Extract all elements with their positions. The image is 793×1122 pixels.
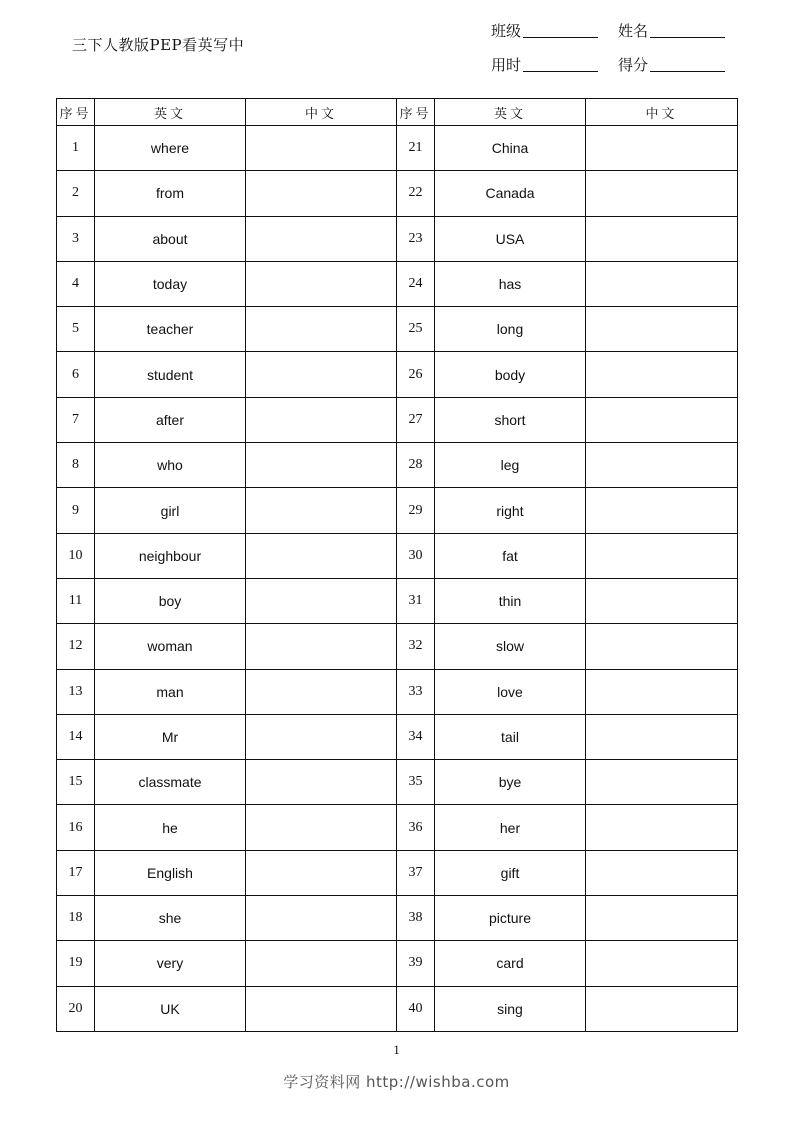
english-word-right: gift <box>435 850 586 895</box>
row-number-right: 35 <box>397 760 435 805</box>
row-number-left: 7 <box>57 397 95 442</box>
table-row <box>57 850 738 895</box>
chinese-answer-cell-right[interactable] <box>586 126 738 171</box>
chinese-answer-cell-left[interactable] <box>246 896 397 941</box>
chinese-answer-cell-right[interactable] <box>586 896 738 941</box>
table-row <box>57 307 738 352</box>
english-word-left: she <box>95 896 246 941</box>
english-word-right: fat <box>435 533 586 578</box>
english-word-right: China <box>435 126 586 171</box>
table-row <box>57 352 738 397</box>
chinese-answer-cell-left[interactable] <box>246 850 397 895</box>
english-word-left: where <box>95 126 246 171</box>
table-row <box>57 760 738 805</box>
table-row <box>57 533 738 578</box>
english-word-left: after <box>95 397 246 442</box>
chinese-answer-cell-left[interactable] <box>246 669 397 714</box>
header-chinese-left: 中文 <box>246 99 397 126</box>
row-number-right: 39 <box>397 941 435 986</box>
chinese-answer-cell-left[interactable] <box>246 216 397 261</box>
chinese-answer-cell-left[interactable] <box>246 352 397 397</box>
chinese-answer-cell-left[interactable] <box>246 397 397 442</box>
row-number-right: 37 <box>397 850 435 895</box>
row-number-right: 29 <box>397 488 435 533</box>
chinese-answer-cell-right[interactable] <box>586 850 738 895</box>
table-row <box>57 714 738 759</box>
chinese-answer-cell-left[interactable] <box>246 443 397 488</box>
table-row <box>57 896 738 941</box>
row-number-left: 1 <box>57 126 95 171</box>
table-row <box>57 488 738 533</box>
page-title: 三下人教版PEP看英写中 <box>72 36 245 54</box>
english-word-left: he <box>95 805 246 850</box>
english-word-left: girl <box>95 488 246 533</box>
time-field[interactable] <box>491 54 598 75</box>
english-word-right: love <box>435 669 586 714</box>
chinese-answer-cell-right[interactable] <box>586 578 738 623</box>
english-word-left: English <box>95 850 246 895</box>
english-word-right: bye <box>435 760 586 805</box>
row-number-left: 8 <box>57 443 95 488</box>
table-row <box>57 805 738 850</box>
class-blank[interactable] <box>523 36 598 38</box>
chinese-answer-cell-right[interactable] <box>586 941 738 986</box>
chinese-answer-cell-left[interactable] <box>246 126 397 171</box>
english-word-right: slow <box>435 624 586 669</box>
row-number-left: 18 <box>57 896 95 941</box>
site-watermark: 学习资料网 http://wishba.com <box>283 1073 510 1091</box>
english-word-right: short <box>435 397 586 442</box>
chinese-answer-cell-left[interactable] <box>246 986 397 1031</box>
chinese-answer-cell-left[interactable] <box>246 714 397 759</box>
row-number-left: 14 <box>57 714 95 759</box>
english-word-left: neighbour <box>95 533 246 578</box>
english-word-left: man <box>95 669 246 714</box>
row-number-right: 26 <box>397 352 435 397</box>
row-number-left: 11 <box>57 578 95 623</box>
table-row <box>57 397 738 442</box>
chinese-answer-cell-right[interactable] <box>586 805 738 850</box>
english-word-right: has <box>435 261 586 306</box>
english-word-right: tail <box>435 714 586 759</box>
chinese-answer-cell-left[interactable] <box>246 171 397 216</box>
english-word-left: about <box>95 216 246 261</box>
english-word-left: boy <box>95 578 246 623</box>
chinese-answer-cell-right[interactable] <box>586 760 738 805</box>
english-word-right: thin <box>435 578 586 623</box>
english-word-right: sing <box>435 986 586 1031</box>
table-row <box>57 216 738 261</box>
row-number-left: 17 <box>57 850 95 895</box>
chinese-answer-cell-left[interactable] <box>246 261 397 306</box>
chinese-answer-cell-right[interactable] <box>586 397 738 442</box>
chinese-answer-cell-right[interactable] <box>586 216 738 261</box>
english-word-right: USA <box>435 216 586 261</box>
english-word-left: woman <box>95 624 246 669</box>
row-number-right: 36 <box>397 805 435 850</box>
row-number-right: 22 <box>397 171 435 216</box>
row-number-right: 31 <box>397 578 435 623</box>
row-number-left: 3 <box>57 216 95 261</box>
english-word-left: teacher <box>95 307 246 352</box>
score-field[interactable] <box>618 54 725 75</box>
class-field[interactable] <box>491 20 598 41</box>
table-row <box>57 261 738 306</box>
table-row <box>57 443 738 488</box>
table-row <box>57 669 738 714</box>
chinese-answer-cell-right[interactable] <box>586 669 738 714</box>
english-word-right: leg <box>435 443 586 488</box>
chinese-answer-cell-right[interactable] <box>586 488 738 533</box>
row-number-right: 32 <box>397 624 435 669</box>
name-label: 姓名 <box>618 22 649 40</box>
row-number-right: 23 <box>397 216 435 261</box>
header-number-left: 序号 <box>57 99 95 126</box>
row-number-right: 40 <box>397 986 435 1031</box>
table-row <box>57 941 738 986</box>
row-number-right: 27 <box>397 397 435 442</box>
english-word-left: UK <box>95 986 246 1031</box>
chinese-answer-cell-right[interactable] <box>586 171 738 216</box>
row-number-left: 4 <box>57 261 95 306</box>
english-word-right: right <box>435 488 586 533</box>
row-number-right: 33 <box>397 669 435 714</box>
row-number-right: 34 <box>397 714 435 759</box>
page-number: 1 <box>393 1042 400 1057</box>
score-label: 得分 <box>618 56 649 74</box>
row-number-left: 2 <box>57 171 95 216</box>
row-number-right: 38 <box>397 896 435 941</box>
score-blank[interactable] <box>650 70 725 72</box>
chinese-answer-cell-left[interactable] <box>246 488 397 533</box>
row-number-left: 16 <box>57 805 95 850</box>
row-number-left: 6 <box>57 352 95 397</box>
chinese-answer-cell-right[interactable] <box>586 986 738 1031</box>
time-blank[interactable] <box>523 70 598 72</box>
english-word-left: today <box>95 261 246 306</box>
row-number-left: 10 <box>57 533 95 578</box>
chinese-answer-cell-left[interactable] <box>246 307 397 352</box>
name-blank[interactable] <box>650 36 725 38</box>
table-row <box>57 171 738 216</box>
chinese-answer-cell-right[interactable] <box>586 261 738 306</box>
row-number-left: 15 <box>57 760 95 805</box>
english-word-right: long <box>435 307 586 352</box>
row-number-left: 13 <box>57 669 95 714</box>
row-number-right: 24 <box>397 261 435 306</box>
english-word-left: who <box>95 443 246 488</box>
english-word-right: body <box>435 352 586 397</box>
chinese-answer-cell-right[interactable] <box>586 624 738 669</box>
english-word-left: classmate <box>95 760 246 805</box>
name-field[interactable] <box>618 20 725 41</box>
chinese-answer-cell-left[interactable] <box>246 941 397 986</box>
header-number-right: 序号 <box>397 99 435 126</box>
english-word-right: picture <box>435 896 586 941</box>
row-number-left: 5 <box>57 307 95 352</box>
table-row <box>57 624 738 669</box>
chinese-answer-cell-left[interactable] <box>246 578 397 623</box>
table-row <box>57 578 738 623</box>
english-word-right: Canada <box>435 171 586 216</box>
row-number-right: 21 <box>397 126 435 171</box>
chinese-answer-cell-right[interactable] <box>586 307 738 352</box>
english-word-left: very <box>95 941 246 986</box>
chinese-answer-cell-left[interactable] <box>246 760 397 805</box>
row-number-left: 9 <box>57 488 95 533</box>
chinese-answer-cell-left[interactable] <box>246 533 397 578</box>
english-word-left: Mr <box>95 714 246 759</box>
time-label: 用时 <box>491 56 522 74</box>
row-number-right: 30 <box>397 533 435 578</box>
chinese-answer-cell-left[interactable] <box>246 805 397 850</box>
english-word-right: her <box>435 805 586 850</box>
header-english-right: 英文 <box>435 99 586 126</box>
english-word-left: student <box>95 352 246 397</box>
row-number-left: 12 <box>57 624 95 669</box>
chinese-answer-cell-left[interactable] <box>246 624 397 669</box>
table-header-row <box>57 99 738 126</box>
row-number-right: 25 <box>397 307 435 352</box>
header-chinese-right: 中文 <box>586 99 738 126</box>
chinese-answer-cell-right[interactable] <box>586 352 738 397</box>
class-label: 班级 <box>491 22 522 40</box>
table-row <box>57 126 738 171</box>
english-word-right: card <box>435 941 586 986</box>
row-number-right: 28 <box>397 443 435 488</box>
chinese-answer-cell-right[interactable] <box>586 443 738 488</box>
row-number-left: 20 <box>57 986 95 1031</box>
vocabulary-table <box>56 98 738 1032</box>
header-english-left: 英文 <box>95 99 246 126</box>
chinese-answer-cell-right[interactable] <box>586 714 738 759</box>
table-row <box>57 986 738 1031</box>
row-number-left: 19 <box>57 941 95 986</box>
chinese-answer-cell-right[interactable] <box>586 533 738 578</box>
english-word-left: from <box>95 171 246 216</box>
